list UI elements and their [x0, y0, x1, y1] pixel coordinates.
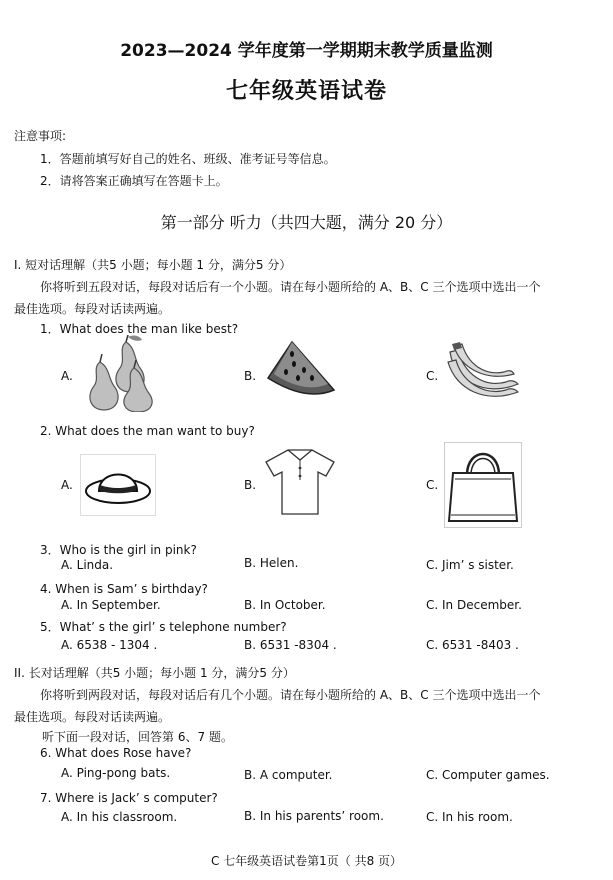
question-6: 6. What does Rose have? — [40, 746, 192, 760]
option-c: C. Jim’ s sister. — [426, 558, 514, 572]
option-c: C. 6531 -8403 . — [426, 638, 519, 652]
banana-icon — [444, 340, 522, 406]
option-b: B. In October. — [244, 598, 326, 612]
watermelon-icon — [262, 338, 338, 402]
part2-instruction: 最佳选项。每段对话读两遍。 — [14, 710, 171, 724]
option-a: A. 6538 - 1304 . — [61, 638, 158, 652]
option-c-label: C. — [426, 478, 439, 492]
part2-instruction: 你将听到两段对话，每段对话后有几个小题。请在每小题所给的 A、B、C 三个选项中选出一个 — [40, 688, 541, 702]
option-c: C. In his room. — [426, 810, 513, 824]
question-3: 3．Who is the girl in pink? — [40, 543, 197, 557]
option-a: A. Linda. — [61, 558, 114, 572]
option-b: B. In his parents’ room. — [244, 809, 384, 823]
part1-heading: I. 短对话理解（共5 小题；每小题 1 分，满分5 分） — [14, 258, 292, 272]
part2-instruction: 听下面一段对话，回答第 6、7 题。 — [42, 730, 233, 744]
option-a-label: A. — [61, 369, 73, 383]
question-5: 5．What’ s the girl’ s telephone number? — [40, 620, 287, 634]
exam-title: 2023—2024 学年度第一学期期末教学质量监测 — [120, 41, 493, 61]
section-title: 第一部分 听力（共四大题，满分 20 分） — [160, 213, 453, 232]
option-b: B. A computer. — [244, 768, 333, 782]
option-b: B. Helen. — [244, 556, 299, 570]
option-a-label: A. — [61, 478, 73, 492]
option-a: A. In September. — [61, 598, 161, 612]
hat-icon — [80, 454, 156, 516]
page-footer: C 七年级英语试卷第1页（ 共8 页） — [210, 854, 403, 868]
question-7: 7. Where is Jack’ s computer? — [40, 791, 218, 805]
question-4: 4. When is Sam’ s birthday? — [40, 582, 208, 596]
part1-instruction: 你将听到五段对话，每段对话后有一个小题。请在每小题所给的 A、B、C 三个选项中选出一个 — [40, 280, 541, 294]
part2-heading: II. 长对话理解（共5 小题；每小题 1 分，满分5 分） — [14, 666, 295, 680]
notes-item: 2．请将答案正确填写在答题卡上。 — [40, 174, 228, 188]
option-b: B. 6531 -8304 . — [244, 638, 337, 652]
question-1: 1．What does the man like best? — [40, 322, 239, 336]
option-b-label: B. — [244, 369, 257, 383]
option-c: C. Computer games. — [426, 768, 550, 782]
notes-item: 1．答题前填写好自己的姓名、班级、准考证号等信息。 — [40, 152, 336, 166]
option-c: C. In December. — [426, 598, 522, 612]
option-a: A. In his classroom. — [61, 810, 178, 824]
part1-instruction: 最佳选项。每段对话读两遍。 — [14, 302, 171, 316]
option-b-label: B. — [244, 478, 257, 492]
option-c-label: C. — [426, 369, 439, 383]
exam-subtitle: 七年级英语试卷 — [225, 79, 387, 104]
bag-icon — [444, 442, 522, 528]
question-2: 2. What does the man want to buy? — [40, 424, 255, 438]
pears-icon — [78, 334, 158, 412]
shirt-icon — [262, 446, 338, 516]
option-a: A. Ping-pong bats. — [61, 766, 171, 780]
notes-heading: 注意事项: — [14, 129, 67, 143]
